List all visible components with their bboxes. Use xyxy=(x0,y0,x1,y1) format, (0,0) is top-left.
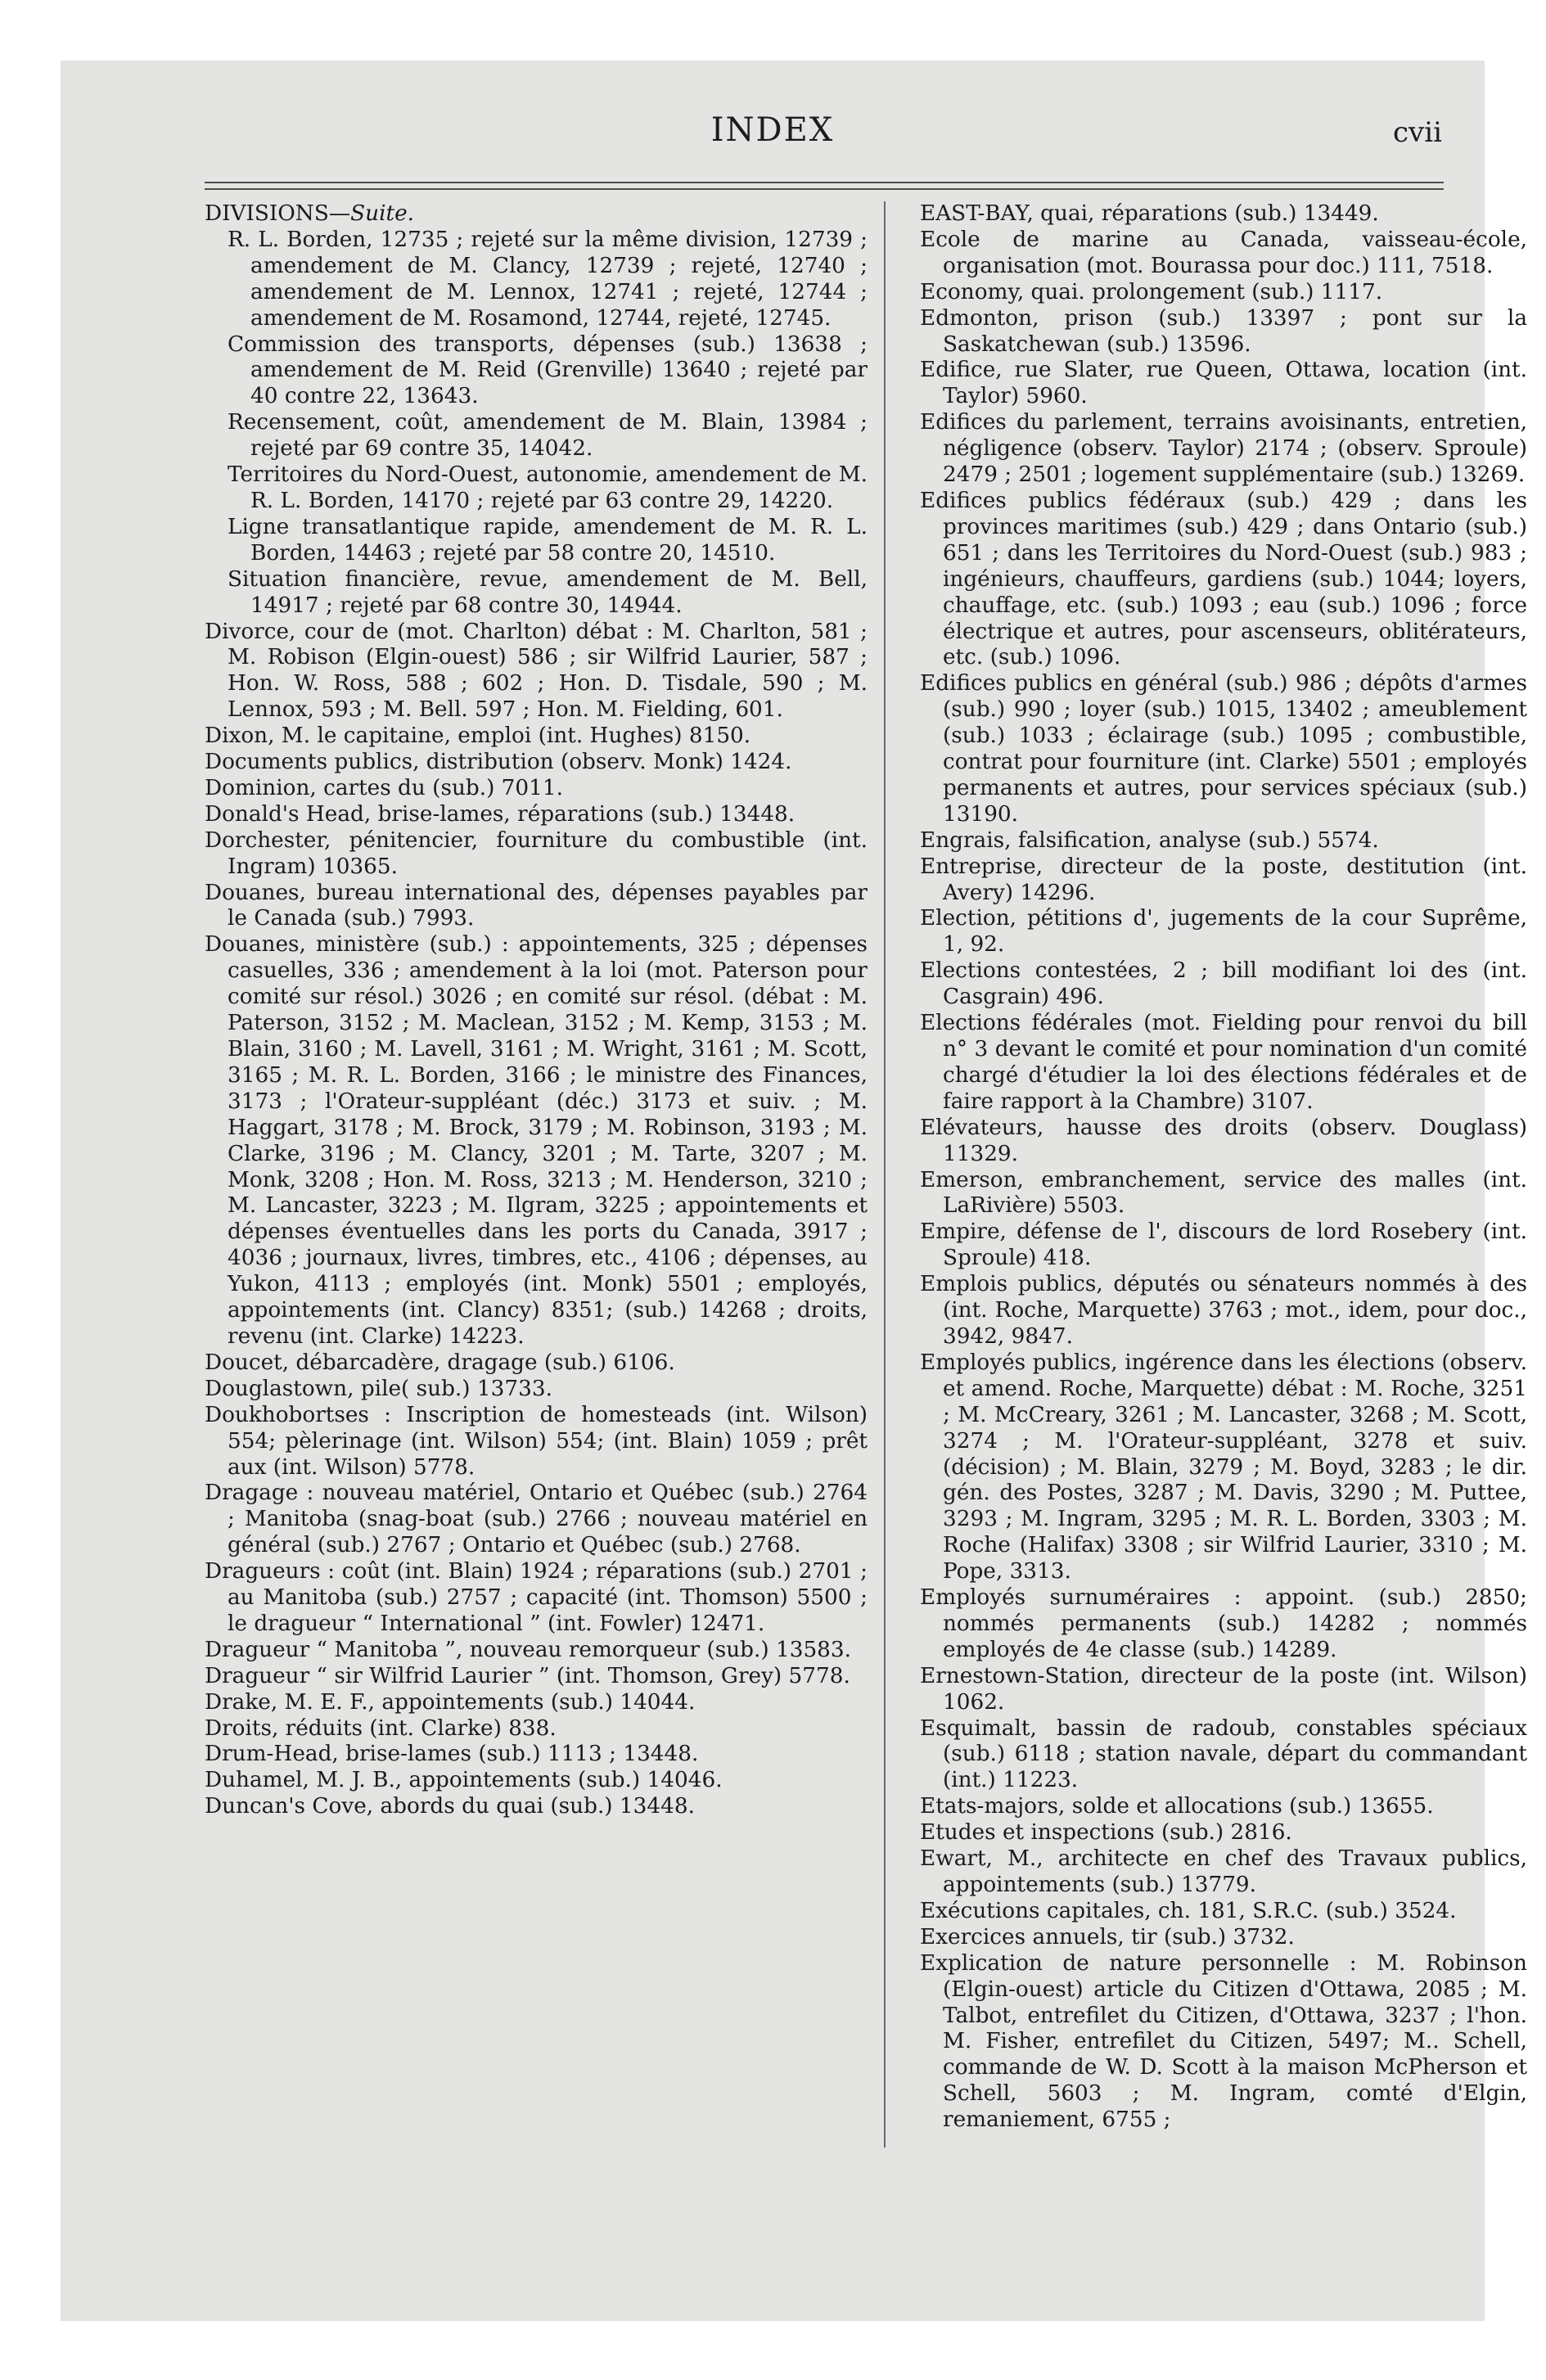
page-number: cvii xyxy=(1393,116,1442,149)
index-entry: Edifices publics en général (sub.) 986 ; dépôts d'armes (sub.) 990 ; loyer (sub.) 1015, 13402 ; ameublement (sub.) 1033 ; éclairage (sub.) 1095 ; combustible, contrat pour fourniture (int. Clarke) 5501 ; employés permanents et autres, pour services spéciaux (sub.) 13190. xyxy=(920,671,1527,827)
index-entry: Elévateurs, hausse des droits (observ. Douglass) 11329. xyxy=(920,1115,1527,1166)
header-rule-bottom xyxy=(205,188,1444,190)
index-entry: Empire, défense de l', discours de lord Rosebery (int. Sproule) 418. xyxy=(920,1219,1527,1271)
index-entry: Commission des transports, dépenses (sub.) 13638 ; amendement de M. Reid (Grenville) 13640 ; rejeté par 40 contre 22, 13643. xyxy=(228,331,868,409)
index-entry: Exercices annuels, tir (sub.) 3732. xyxy=(920,1924,1295,1950)
index-entry: Dixon, M. le capitaine, emploi (int. Hughes) 8150. xyxy=(205,723,751,749)
index-entry: Entreprise, directeur de la poste, destitution (int. Avery) 14296. xyxy=(920,854,1527,905)
index-entry: Edifices publics fédéraux (sub.) 429 ; dans les provinces maritimes (sub.) 429 ; dans Ontario (sub.) 651 ; dans les Territoires du Nord-Ouest (sub.) 983 ; ingénieurs, chauffeurs, gardiens (sub.) 1044; loyers, chauffage, etc. (sub.) 1093 ; eau (sub.) 1096 ; force électrique et autres, pour ascenseurs, oblitérateurs, etc. (sub.) 1096. xyxy=(920,488,1527,670)
index-entry: Recensement, coût, amendement de M. Blain, 13984 ; rejeté par 69 contre 35, 14042. xyxy=(228,410,868,462)
index-entry: Drum-Head, brise-lames (sub.) 1113 ; 13448. xyxy=(205,1742,699,1767)
index-entry: R. L. Borden, 12735 ; rejeté sur la même division, 12739 ; amendement de M. Clancy, 12739 ; rejeté, 12740 ; amendement de M. Lennox, 12741 ; rejeté, 12744 ; amendement de M. Rosamond, 12744, rejeté, 12745. xyxy=(228,227,868,331)
section-heading xyxy=(205,201,868,228)
index-entry: Edmonton, prison (sub.) 13397 ; pont sur la Saskatchewan (sub.) 13596. xyxy=(920,305,1527,357)
left-entry-list xyxy=(205,620,868,1821)
index-entry: Ewart, M., architecte en chef des Travaux publics, appointements (sub.) 13779. xyxy=(920,1846,1527,1897)
index-entry: Economy, quai. prolongement (sub.) 1117. xyxy=(920,279,1383,304)
index-entry: Duhamel, M. J. B., appointements (sub.) 14046. xyxy=(205,1768,723,1793)
header-rule-top xyxy=(205,182,1444,183)
index-entry: Elections contestées, 2 ; bill modifiant loi des (int. Casgrain) 496. xyxy=(920,958,1527,1010)
index-entry: Exécutions capitales, ch. 181, S.R.C. (sub.) 3524. xyxy=(920,1898,1457,1923)
index-entry: Engrais, falsification, analyse (sub.) 5574. xyxy=(920,827,1379,853)
page-title: INDEX xyxy=(710,111,835,149)
right-column xyxy=(884,201,1527,2134)
index-entry: Employés publics, ingérence dans les élections (observ. et amend. Roche, Marquette) débat : M. Roche, 3251 ; M. McCreary, 3261 ; M. Lancaster, 3268 ; M. Scott, 3274 ; M. l'Orateur-suppléant, 3278 et suiv. (décision) ; M. Blain, 3279 ; M. Boyd, 3283 ; le dir. gén. des Postes, 3287 ; M. Davis, 3290 ; M. Puttee, 3293 ; M. Ingram, 3295 ; M. R. L. Borden, 3303 ; M. Roche (Halifax) 3308 ; sir Wilfrid Laurier, 3310 ; M. Pope, 3313. xyxy=(920,1350,1527,1584)
index-entry: Territoires du Nord-Ouest, autonomie, amendement de M. R. L. Borden, 14170 ; rejeté par 63 contre 29, 14220. xyxy=(228,462,868,513)
index-entry: Etudes et inspections (sub.) 2816. xyxy=(920,1820,1292,1846)
index-entry: Divorce, cour de (mot. Charlton) débat : M. Charlton, 581 ; M. Robison (Elgin-ouest) 586 ; sir Wilfrid Laurier, 587 ; Hon. W. Ross, 588 ; 602 ; Hon. D. Tisdale, 590 ; M. Lennox, 593 ; M. Bell. 597 ; Hon. M. Fielding, 601. xyxy=(205,619,868,723)
sub-entry-list xyxy=(205,228,868,620)
index-entry: Droits, réduits (int. Clarke) 838. xyxy=(205,1715,557,1741)
index-entry: Douanes, ministère (sub.) : appointements, 325 ; dépenses casuelles, 336 ; amendement à la loi (mot. Paterson pour comité sur résol.) 3026 ; en comité sur résol. (débat : M. Paterson, 3152 ; M. Maclean, 3152 ; M. Kemp, 3153 ; M. Blain, 3160 ; M. Lavell, 3161 ; M. Wright, 3161 ; M. Scott, 3165 ; M. R. L. Borden, 3166 ; le ministre des Finances, 3173 ; l'Orateur-suppléant (déc.) 3173 et suiv. ; M. Haggart, 3178 ; M. Brock, 3179 ; M. Robinson, 3193 ; M. Clarke, 3196 ; M. Clancy, 3201 ; M. Tarte, 3207 ; M. Monk, 3208 ; Hon. M. Ross, 3213 ; M. Henderson, 3210 ; M. Lancaster, 3223 ; M. Ilgram, 3225 ; appointements et dépenses éventuelles dans les ports du Canada, 3917 ; 4036 ; journaux, livres, timbres, etc., 4106 ; dépenses, au Yukon, 4113 ; employés (int. Monk) 5501 ; employés, appointements (int. Clancy) 8351; (sub.) 14268 ; droits, revenu (int. Clarke) 14223. xyxy=(205,932,868,1349)
page-header xyxy=(61,111,1485,160)
heading-main: DIVISIONS— xyxy=(205,201,351,226)
index-entry: Donald's Head, brise-lames, réparations (sub.) 13448. xyxy=(205,801,796,827)
page-scan xyxy=(61,61,1527,2321)
index-entry: Dragueur “ sir Wilfrid Laurier ” (int. Thomson, Grey) 5778. xyxy=(205,1663,850,1688)
index-entry: Edifice, rue Slater, rue Queen, Ottawa, location (int. Taylor) 5960. xyxy=(920,358,1527,409)
index-entry: Doukhobortses : Inscription de homesteads (int. Wilson) 554; pèlerinage (int. Wilson) 554; (int. Blain) 1059 ; prêt aux (int. Wilson) 5778. xyxy=(205,1402,868,1480)
index-entry: Dragueur “ Manitoba ”, nouveau remorqueur (sub.) 13583. xyxy=(205,1637,851,1662)
index-entry: Drake, M. E. F., appointements (sub.) 14044. xyxy=(205,1689,696,1715)
left-column xyxy=(205,201,868,1820)
index-entry: Doucet, débarcadère, dragage (sub.) 6106. xyxy=(205,1350,675,1375)
heading-suite: Suite. xyxy=(350,201,414,226)
index-entry: Duncan's Cove, abords du quai (sub.) 13448. xyxy=(205,1794,695,1819)
index-entry: Employés surnuméraires : appoint. (sub.) 2850; nommés permanents (sub.) 14282 ; nommés employés de 4e classe (sub.) 14289. xyxy=(920,1585,1527,1662)
index-entry: Esquimalt, bassin de radoub, constables spéciaux (sub.) 6118 ; station navale, départ du commandant (int.) 11223. xyxy=(920,1715,1527,1793)
index-entry: Documents publics, distribution (observ. Monk) 1424. xyxy=(205,750,792,775)
index-entry: Explication de nature personnelle : M. Robinson (Elgin-ouest) article du Citizen d'Ottawa, 2085 ; M. Talbot, entrefilet du Citizen, d'Ottawa, 3237 ; l'hon. M. Fisher, entrefilet du Citizen, 5497; M.. Schell, commande de W. D. Scott à la maison McPherson et Schell, 5603 ; M. Ingram, comté d'Elgin, remaniement, 6755 ; xyxy=(920,1950,1527,2133)
index-entry: Dorchester, pénitencier, fourniture du combustible (int. Ingram) 10365. xyxy=(205,827,868,879)
index-entry: Situation financière, revue, amendement de M. Bell, 14917 ; rejeté par 68 contre 30, 14944. xyxy=(228,566,868,618)
index-entry: Emerson, embranchement, service des malles (int. LaRivière) 5503. xyxy=(920,1167,1527,1219)
index-entry: Emplois publics, députés ou sénateurs nommés à des (int. Roche, Marquette) 3763 ; mot., idem, pour doc., 3942, 9847. xyxy=(920,1272,1527,1349)
index-entry: Dragueurs : coût (int. Blain) 1924 ; réparations (sub.) 2701 ; au Manitoba (sub.) 2757 ; capacité (int. Thomson) 5500 ; le dragueur “ International ” (int. Fowler) 12471. xyxy=(205,1559,868,1636)
index-entry: Dominion, cartes du (sub.) 7011. xyxy=(205,775,563,800)
index-entry: Ernestown-Station, directeur de la poste (int. Wilson) 1062. xyxy=(920,1663,1527,1715)
index-entry: Elections fédérales (mot. Fielding pour renvoi du bill n° 3 devant le comité et pour nomination d'un comité chargé d'étudier la loi des élections fédérales et de faire rapport à la Chambre) 3107. xyxy=(920,1011,1527,1114)
index-entry: EAST-BAY, quai, réparations (sub.) 13449. xyxy=(920,201,1379,226)
index-entry: Dragage : nouveau matériel, Ontario et Québec (sub.) 2764 ; Manitoba (snag-boat (sub.) 2766 ; nouveau matériel en général (sub.) 2767 ; Ontario et Québec (sub.) 2768. xyxy=(205,1481,868,1558)
index-entry: Douglastown, pile( sub.) 13733. xyxy=(205,1376,552,1401)
index-entry: Douanes, bureau international des, dépenses payables par le Canada (sub.) 7993. xyxy=(205,880,868,931)
index-entry: Election, pétitions d', jugements de la cour Suprême, 1, 92. xyxy=(920,906,1527,958)
index-entry: Etats-majors, solde et allocations (sub.) 13655. xyxy=(920,1794,1434,1819)
index-entry: Edifices du parlement, terrains avoisinants, entretien, négligence (observ. Taylor) 2174 ; (observ. Sproule) 2479 ; 2501 ; logement supplémentaire (sub.) 13269. xyxy=(920,410,1527,488)
index-entry: Ecole de marine au Canada, vaisseau-école, organisation (mot. Bourassa pour doc.) 111, 7518. xyxy=(920,227,1527,278)
index-entry: Ligne transatlantique rapide, amendement de M. R. L. Borden, 14463 ; rejeté par 58 contre 20, 14510. xyxy=(228,514,868,566)
right-entry-list xyxy=(920,201,1527,2134)
